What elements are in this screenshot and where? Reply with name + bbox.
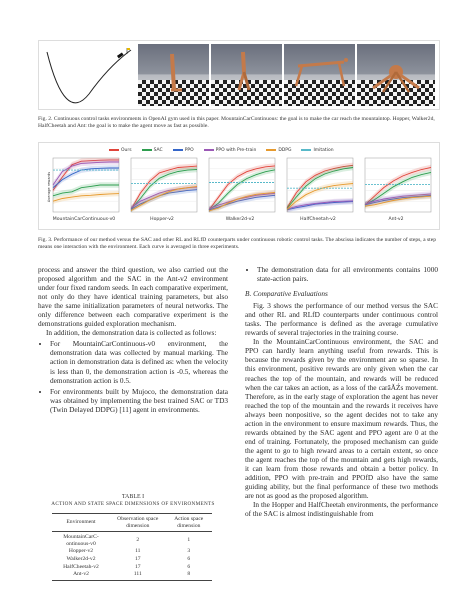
table-row [52,563,212,571]
paragraph: In addition, the demonstration data is collected as follows: [46,328,217,338]
legend-item [109,146,132,154]
figure-2 [38,40,440,110]
table-cell: 2 [136,537,140,544]
paragraph: In the MountainCarContinuous environment, the SAC and PPO can hardly learn anything useful from rewards. This is because the rewards given by the environment are so sparse. In this environment, positive rewards are only given when the car reaches the top of the mountain, and rewards will be reduced when the car takes an action, as a loss of the carâĂŹs movement. Therefore, as in the early stage of exploration the agent has never reached the top of the mountain and the rewards it receives have always been nonpositive, so the agent decides not to take any action in the environment to ensure maximum rewards. Thus, the rewards obtained by the SAC agent and PPO agent are 0 at the end of training. Fortunately, the proposed mechanism can guide the agent to go to high reward areas to a certain extent, so once the agent reaches the top of the mountain and gets high rewards, it can learn from those rewards and obtain a better policy. In addition, PPO with pre-train and PPOfD also have the same guiding ability, but the final performance of these two methods are not as good as the proposed algorithm. [245,337,438,501]
paragraph: Fig. 3 shows the performance of our method versus the SAC and other RL and RLfD counterparts under continuous control tasks. The performance is defined as the average cumulative rewards of several trajectories in the training course. [245,301,438,338]
paragraph: In the Hopper and HalfCheetah environments, the performance of the SAC is almost indistinguishable from [245,500,438,519]
table-row [52,571,212,581]
table-cell: 111 [110,571,166,581]
halfcheetah-image [284,44,355,106]
y-axis-label: Average rewards [47,171,51,203]
figure-3-caption: Fig. 3. Performance of our method versus the SAC and other RL and RLfD counterparts under continuous robotic control tasks. The abscissa indicates the number of steps, a step means one interaction with the environment. Each curve is averaged in three experiments. [38,237,436,251]
legend-label: PPO [184,147,194,153]
chart-svg [203,156,277,216]
table-row [52,548,212,556]
chart-svg [47,156,121,216]
chart-svg [281,156,355,216]
chart-title: HalfCheetah-v2 [300,217,336,222]
chart-title: MountainCarContinuous-v0 [52,217,116,222]
table-cell: HalfCheetah-v2 [63,563,99,570]
legend-swatch [173,149,183,151]
figure-3 [38,142,440,230]
table-cell: MountainCarC-ontinuous-v0 [63,534,99,547]
table-cell: 1 [187,537,191,544]
table-cell: Walker2d-v2 [66,555,96,562]
chart-plot [203,156,277,216]
bullet-list [38,339,228,413]
table-row [52,532,212,548]
table-cell: Hopper-v2 [68,548,94,555]
table-cell: 3 [187,548,191,555]
legend-label: PPO with Pre-train [215,147,257,153]
list-item: • The demonstration data for all environments contains 1000 state-action pairs. [257,265,438,283]
legend-swatch [204,149,214,151]
table-cell: 6 [187,563,191,570]
figure-2-caption: Fig. 2. Continuous control tasks environments in OpenAI gym used in this paper. MountainCarContinuous: the goal is to make the car reach the mountaintop. Hopper, Walker2d, HalfCheetah and Ant: the goal is to make the agent move as fast as possible. [38,116,435,130]
chart-title: Hopper-v2 [150,217,174,222]
table-cell: 11 [135,548,141,555]
legend-item [204,146,257,154]
ant-image [357,44,435,106]
list-item: • For environments built by Mujoco, the demonstration data was obtained by implementing the best trained SAC or TD3 (Twin Delayed DDPG) [11] agent in environments. [50,387,228,414]
environment-table [52,513,212,581]
hopper-image [138,44,209,106]
table-subtitle: ACTION AND STATE SPACE DIMENSIONS OF ENVIRONMENTS [51,501,215,507]
legend-item [142,146,163,154]
table-cell: 17 [134,555,141,562]
table-cell: 6 [187,555,191,562]
chart-svg [125,156,199,216]
legend-label: DDPG [278,147,292,153]
table-cell: 17 [134,563,141,570]
section-heading: B. Comparative Evaluations [245,289,328,299]
legend-swatch [301,149,311,151]
left-column [38,265,228,416]
table-header: Observation space dimension [110,514,166,532]
chart-plot [125,156,199,216]
chart-legend [109,146,369,154]
legend-swatch [109,149,119,151]
legend-swatch [142,149,152,151]
table-cell: Ant-v2 [52,571,110,581]
table-header-row [52,514,212,532]
legend-label: Ours [121,147,132,153]
paragraph: process and answer the third question, we also carried out the proposed algorithm and the SAC in the Ant-v2 environment under four fixed random seeds. In each comparative experiment, not only do they have identical training parameters, but also have the same initialization parameters of neural networks. The only difference between each comparative experiment is the demonstrations guided exploration mechanism. [38,265,228,329]
legend-label: SAC [153,147,163,153]
chart-plot [47,156,121,216]
chart-plot [281,156,355,216]
legend-label: Imitation [313,147,334,153]
right-column [245,265,438,518]
bullet-list [245,265,438,283]
chart-svg [359,156,433,216]
table-title: TABLE I [121,494,145,500]
table-cell: 8 [166,571,212,581]
legend-item [301,146,333,154]
chart-title: Walker2d-v2 [225,217,255,222]
table-header: Environment [52,514,110,532]
table-row [52,555,212,563]
chart-title: Ant-v2 [388,217,404,222]
chart-plot [359,156,433,216]
legend-swatch [266,149,276,151]
legend-item [266,146,291,154]
table-header: Action space dimension [166,514,212,532]
list-item: • For MountainCarContinuous-v0 environment, the demonstration data was collected by manual marking. The action in demonstration data is defined as: when the velocity is less than 0, the demonstration action is -0.5, whereas the demonstration action is 0.5. [50,339,228,384]
mountaincar-image [43,44,135,106]
walker2d-image [211,44,282,106]
legend-item [173,146,194,154]
